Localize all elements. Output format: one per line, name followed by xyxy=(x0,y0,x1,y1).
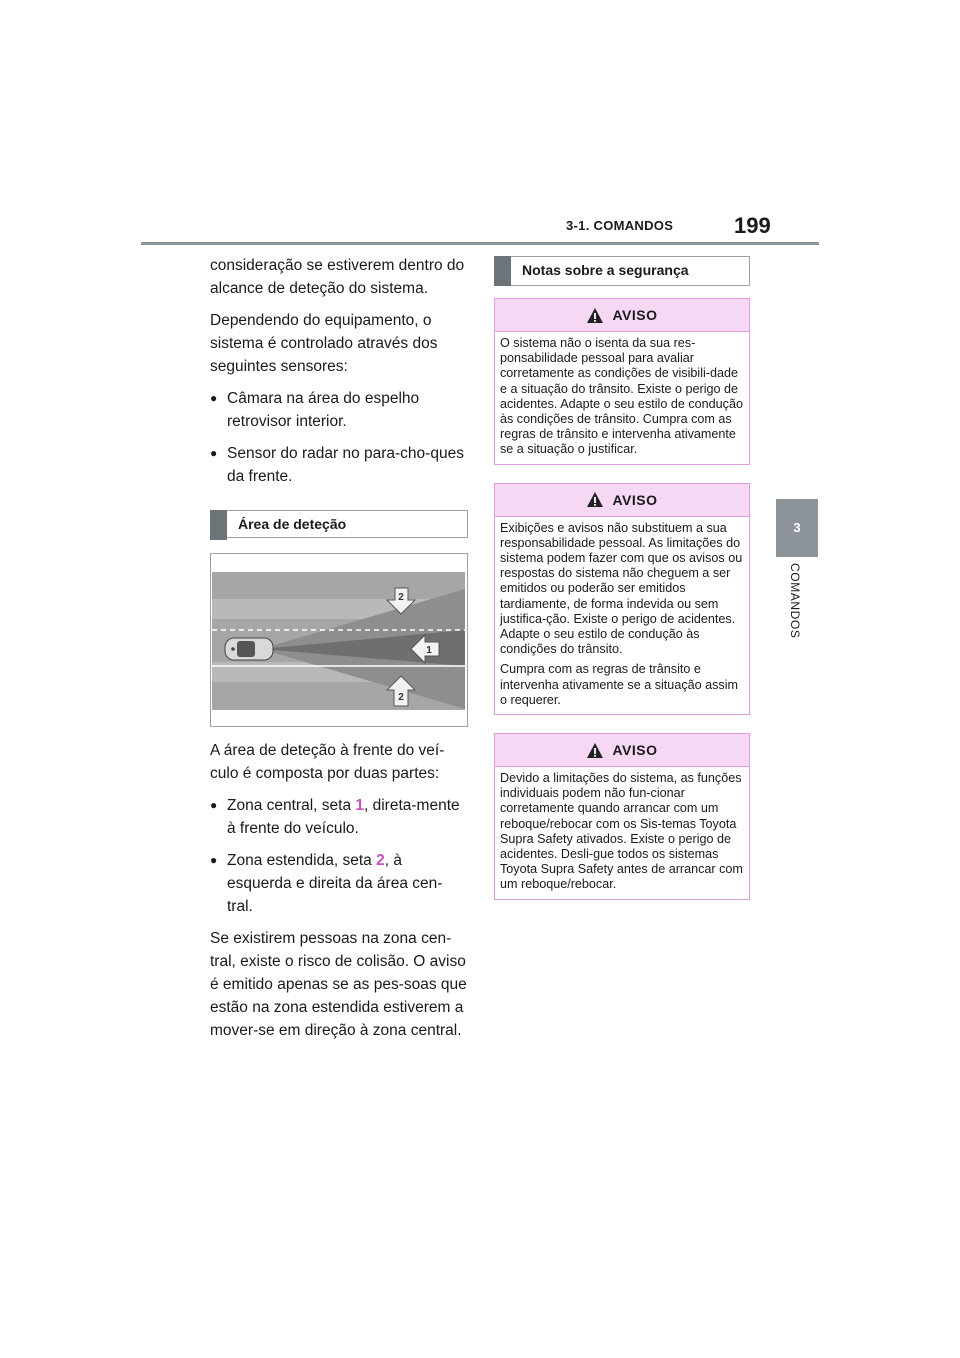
page-number: 199 xyxy=(734,213,771,238)
warning-title: AVISO xyxy=(612,742,658,759)
sensors-paragraph: Dependendo do equipamento, o sistema é controlado através dos seguintes sensores: xyxy=(210,312,438,375)
chapter-tab: 3 xyxy=(776,499,818,557)
arrow-ref-2: 2 xyxy=(376,852,385,869)
warning-triangle-icon xyxy=(586,742,604,759)
collision-paragraph: Se existirem pessoas na zona cen-tral, existe o risco de colisão. O aviso é emitido apenas se as pes-soas que estão na zona estendida estiverem a mover-se em direção à zona central. xyxy=(210,930,467,1039)
warning-title: AVISO xyxy=(612,307,658,323)
detection-paragraph: A área de deteção à frente do veí-culo é composta por duas partes: xyxy=(210,742,445,782)
warning-text: Devido a limitações do sistema, as funções individuais podem não fun-cionar corretamente quando arrancar com um reboque/rebocar com os Sis-temas Toyota Supra Safety ativados. Existe o perigo de acidentes. Desli-gue todos os sistemas Toyota Supra Safety antes de arrancar com um reboque/rebocar. xyxy=(500,771,743,892)
warning-triangle-icon xyxy=(586,307,604,324)
detection-diagram xyxy=(211,554,467,726)
arrow-label-top: 2 xyxy=(398,592,404,603)
arrow-label-bottom: 2 xyxy=(398,692,404,703)
section-title: 3-1. COMANDOS xyxy=(566,218,674,233)
detection-area-figure xyxy=(210,553,468,727)
warning-box-2 xyxy=(494,483,750,715)
left-column xyxy=(210,254,468,1051)
warning-triangle-icon xyxy=(586,491,604,508)
right-column xyxy=(494,256,750,918)
arrow-label-center: 1 xyxy=(426,645,432,656)
bullet-camera: ● Câmara na área do espelho retrovisor interior. xyxy=(210,387,468,433)
header-rule xyxy=(141,242,819,245)
section-heading-detection: Área de deteção xyxy=(210,510,468,538)
car-icon xyxy=(225,638,273,660)
warning-text: O sistema não o isenta da sua res-ponsabilidade pessoal para avaliar corretamente as condições de visibili-dade e a situação do trânsito. Existe o perigo de acidentes. Adapte o seu estilo de condução às condições de trânsito. Cumpra com as regras de trânsito e intervenha ativamente se a situação o justificar. xyxy=(500,336,743,457)
warning-text: Cumpra com as regras de trânsito e intervenha ativamente se a situação assim o requerer. xyxy=(500,662,739,707)
bullet-extended-zone: ● Zona estendida, seta 2, à esquerda e direita da área cen-tral. xyxy=(210,849,468,918)
bullet-radar: ● Sensor do radar no para-cho-ques da frente. xyxy=(210,442,468,488)
intro-paragraph: consideração se estiverem dentro do alcance de deteção do sistema. xyxy=(210,257,465,297)
bullet-central-zone: ● Zona central, seta 1, direta-mente à frente do veículo. xyxy=(210,794,468,840)
section-heading-safety: Notas sobre a segurança xyxy=(494,256,750,286)
warning-box-3 xyxy=(494,733,750,900)
warning-title: AVISO xyxy=(612,491,658,508)
warning-box-1 xyxy=(494,298,750,465)
arrow-ref-1: 1 xyxy=(355,797,364,814)
chapter-label: COMANDOS xyxy=(788,563,802,639)
warning-text: Exibições e avisos não substituem a sua responsabilidade pessoal. As limitações do sistema podem fazer com que os avisos ou respostas do sistema não cheguem a ser emitidos ou poderão ser emitidos tardiamente, de forma indevida ou sem justifica-ção. Existe o perigo de acidentes. Adapte o seu estilo de condução às condições do trânsito. xyxy=(500,520,743,657)
